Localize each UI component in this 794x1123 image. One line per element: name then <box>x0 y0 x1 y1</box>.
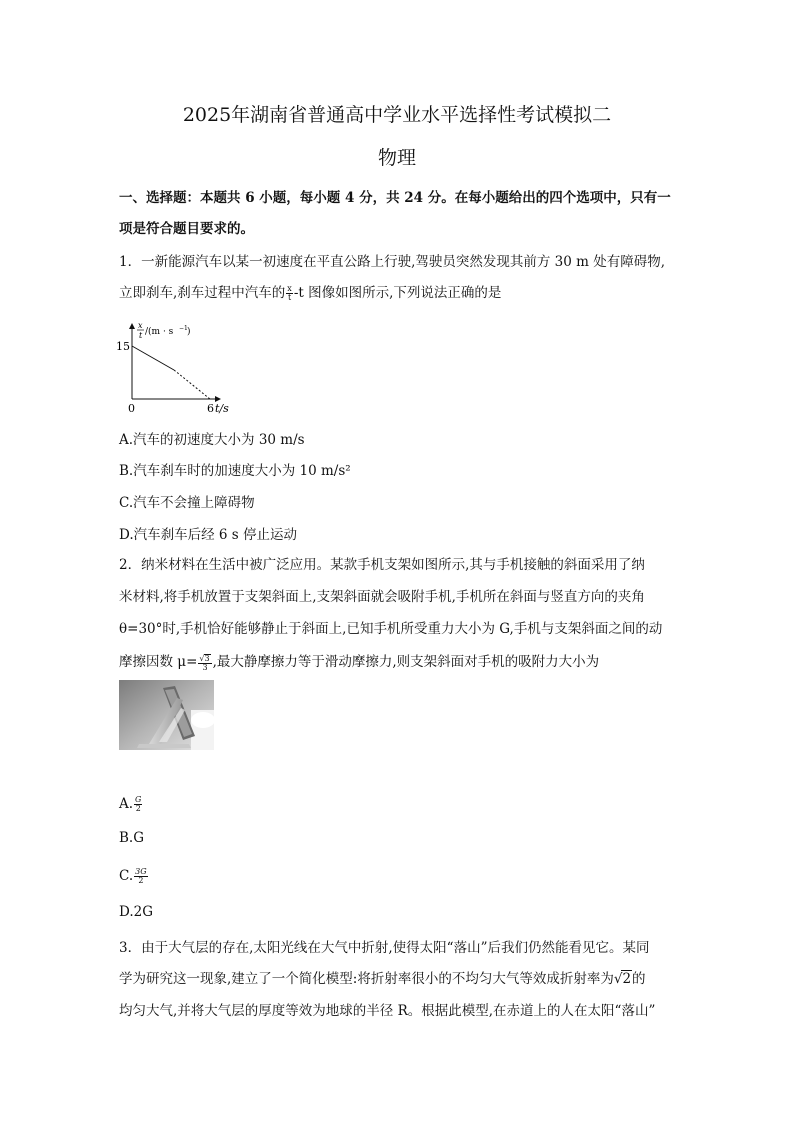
q2-stem-text-post: ,最大静摩擦力等于滑动摩擦力,则支架斜面对手机的吸附力大小为 <box>212 654 600 670</box>
phone-stand-photo <box>119 680 214 750</box>
q1-option-c: C.汽车不会撞上障碍物 <box>119 495 255 511</box>
q2-option-a <box>119 796 143 813</box>
q3-stem-line1: 3．由于大气层的存在,太阳光线在大气中折射,使得太阳“落山”后我们仍然能看见它。某同 <box>119 940 650 956</box>
q2-option-a-den: 2 <box>135 804 141 813</box>
q2-option-c-label: C. <box>119 868 134 884</box>
q1-option-b: B.汽车刹车时的加速度大小为 10 m/s² <box>119 463 351 479</box>
q2-option-b: B.G <box>119 830 144 846</box>
section-heading-cont: 项是符合题目要求的。 <box>119 221 254 237</box>
q1-frac-den: t <box>287 293 292 302</box>
sqrt-radicand: 2 <box>622 971 632 987</box>
subject-title: 物理 <box>377 147 416 169</box>
y-axis-label-unit: /(m · s <box>145 327 174 337</box>
q2-option-d: D.2G <box>119 904 154 920</box>
q3-stem-text-post: 的 <box>632 971 646 987</box>
data-line-dashed <box>174 370 210 399</box>
q2-stem-line2: 米材料,将手机放置于支架斜面上,支架斜面就会吸附手机,手机所在斜面与竖直方向的夹角 <box>119 589 645 605</box>
q1-stem-line1: 1．一新能源汽车以某一初速度在平直公路上行驶,驾驶员突然发现其前方 30 m 处有障碍物, <box>119 254 666 270</box>
q2-option-c <box>119 868 149 885</box>
q1-graph <box>112 320 252 416</box>
section-heading: 一、选择题：本题共 6 小题，每小题 4 分，共 24 分。在每小题给出的四个选项中，只有一 <box>119 190 671 206</box>
q1-stem-text: 立即刹车,刹车过程中汽车的 <box>119 285 286 301</box>
q2-option-a-num: G <box>135 795 142 804</box>
q1-fraction <box>286 285 293 302</box>
q2-option-c-den: 2 <box>138 876 144 885</box>
x-tick-label: 6 <box>207 402 214 415</box>
y-tick-label: 15 <box>116 340 130 353</box>
origin-label: 0 <box>128 402 135 415</box>
q3-stem-line2 <box>119 967 646 987</box>
mu-den: 3 <box>202 662 208 672</box>
q2-stem-line3: θ=30°时,手机恰好能够静止于斜面上,已知手机所受重力大小为 G,手机与支架斜面之间的动 <box>119 621 663 637</box>
q2-option-a-fraction <box>134 796 142 813</box>
q1-option-d: D.汽车刹车后经 6 s 停止运动 <box>119 527 298 543</box>
q3-stem-line3: 均匀大气,并将大气层的厚度等效为地球的半径 R。根据此模型,在赤道上的人在太阳“落山” <box>119 1003 656 1019</box>
y-axis-label-num: x <box>138 321 143 330</box>
q2-option-a-label: A. <box>119 796 134 812</box>
q2-stem-text: 摩擦因数 μ= <box>119 654 198 670</box>
q1-frac-num: x <box>287 284 292 293</box>
mu-num-radicand: 3 <box>204 653 210 663</box>
sqrt-symbol: √ <box>613 971 623 987</box>
y-axis-label-close: ) <box>187 327 191 337</box>
y-axis-label-den: t <box>139 331 143 340</box>
q1-stem-text-post: -t 图像如图所示,下列说法正确的是 <box>293 285 502 301</box>
q2-stem-line4 <box>119 650 599 672</box>
x-axis-label: t/s <box>215 402 229 415</box>
q2-option-c-num: 3G <box>135 867 147 876</box>
q3-stem-text: 学为研究这一现象,建立了一个简化模型:将折射率很小的不均匀大气等效成折射率为 <box>119 971 614 987</box>
data-line-solid <box>132 346 174 370</box>
mu-fraction <box>198 654 211 672</box>
q1-option-a: A.汽车的初速度大小为 30 m/s <box>119 432 305 448</box>
mu-num: √3 <box>199 653 210 663</box>
q1-stem-line2 <box>119 281 501 302</box>
q2-option-c-fraction <box>134 868 147 885</box>
y-axis-label-exp: −1 <box>179 325 188 332</box>
q2-stem-line1: 2．纳米材料在生活中被广泛应用。某款手机支架如图所示,其与手机接触的斜面采用了纳 <box>119 557 645 573</box>
page-title: 2025年湖南省普通高中学业水平选择性考试模拟二 <box>182 104 612 126</box>
